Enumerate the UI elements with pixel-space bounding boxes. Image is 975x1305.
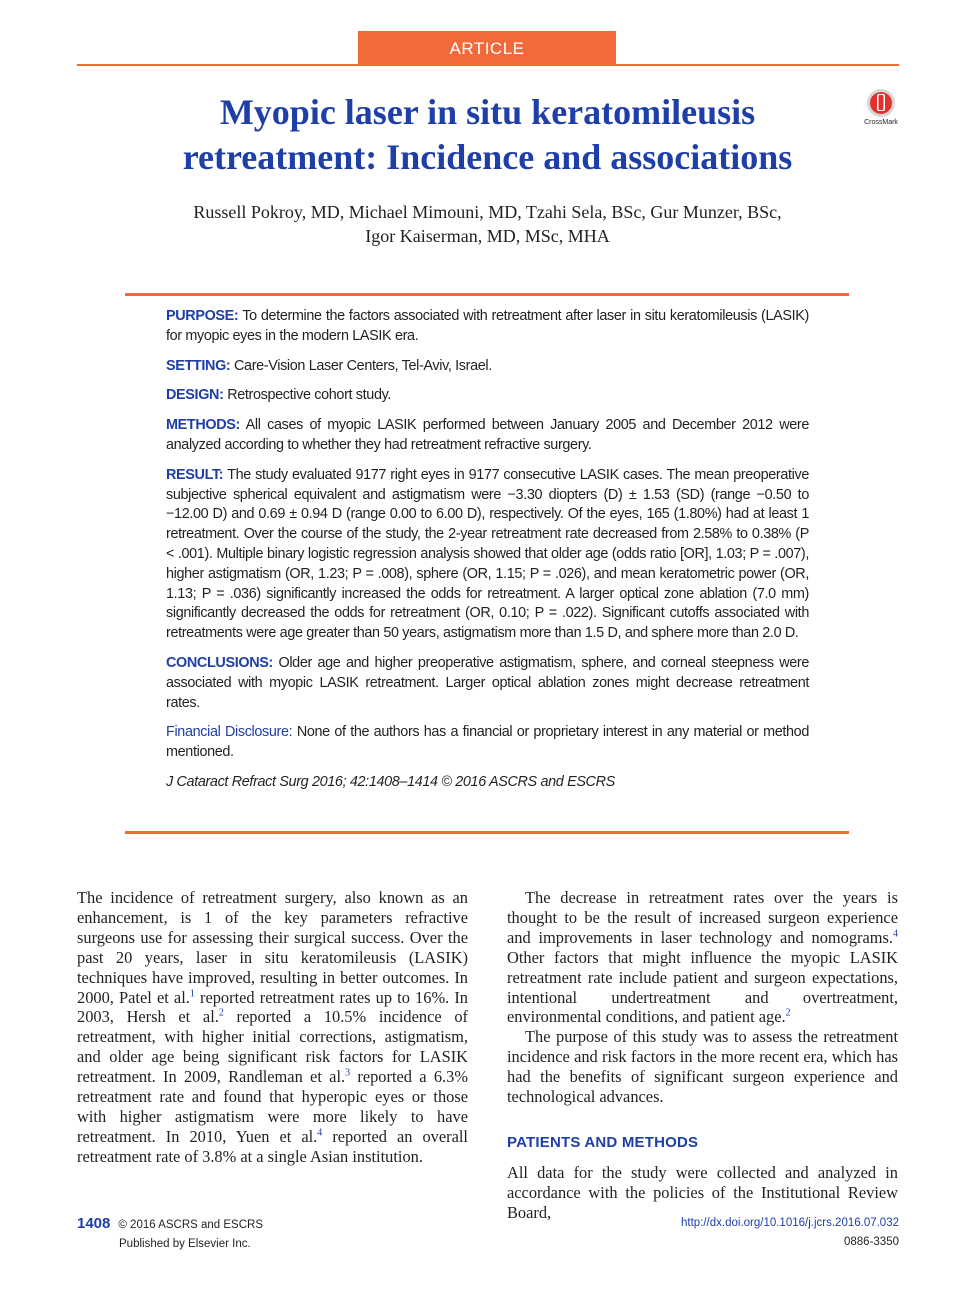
issn: 0886-3350 [844, 1236, 899, 1248]
methods-text: All cases of myopic LASIK performed between January 2005 and December 2012 were analyzed according to whether they had retreatment refractive surgery. [166, 417, 809, 453]
abstract-disclosure [166, 723, 809, 763]
author-list [120, 200, 855, 248]
intro-text-e: reported an overall retreatment rate of 3.8% at a single Asian institution. [77, 1126, 468, 1166]
reference-link[interactable]: 4 [893, 928, 898, 940]
article-type-tab: ARTICLE [358, 31, 616, 65]
footer-left [77, 1214, 263, 1254]
reference-link[interactable]: 3 [345, 1067, 351, 1079]
doi-link[interactable]: http://dx.doi.org/10.1016/j.jcrs.2016.07.032 [680, 1217, 899, 1229]
section-heading: PATIENTS AND METHODS [507, 1133, 699, 1151]
crossmark-label: CrossMark [864, 119, 898, 126]
purpose-label: PURPOSE: [166, 308, 239, 324]
body-paragraph: All data for the study were collected and analyzed in accordance with the policies of the Institutional Review Board, [507, 1162, 898, 1222]
methods-label: METHODS: [166, 417, 240, 434]
reference-link[interactable]: 4 [317, 1127, 323, 1139]
body-text: Other factors that might influence the myopic LASIK retreatment rate include patient and surgeon expectations, intentional undertreatment and overtreatment, environmental conditions, and patient age. [507, 947, 898, 1027]
header-rule [77, 64, 899, 66]
reference-link[interactable]: 1 [189, 988, 195, 1000]
conclusions-text: Older age and higher preoperative astigmatism, sphere, and corneal steepness were associated with myopic LASIK retreatment. Larger optical ablation zones might decrease retreatment rates. [166, 654, 809, 711]
title-line-2: retreatment: Incidence and associations [182, 137, 793, 177]
authors-line-1: Russell Pokroy, MD, Michael Mimouni, MD, Tzahi Sela, BSc, Gur Munzer, BSc, [193, 202, 782, 222]
intro-text-a: The incidence of retreatment surgery, also known as an enhancement, is 1 of the key parameters refractive surgeons use for assessing their surgical success. Over the past 20 years, laser in situ keratomileusis (LASIK) techniques have improved, resulting in better outcomes. In 2000, Patel et al. [77, 888, 468, 1007]
disclosure-text: None of the authors has a financial or proprietary interest in any material or method mentioned. [166, 724, 809, 761]
journal-citation: J Cataract Refract Surg 2016; 42:1408–1414 © 2016 ASCRS and ESCRS [166, 773, 615, 790]
body-paragraph: The purpose of this study was to assess the retreatment incidence and risk factors in the more recent era, which has had the benefits of significant surgeon experience and technological advances. [507, 1027, 898, 1107]
conclusions-label: CONCLUSIONS: [166, 654, 273, 671]
setting-text: Care-Vision Laser Centers, Tel-Aviv, Israel. [234, 357, 492, 374]
purpose-text: To determine the factors associated with retreatment after laser in situ keratomileusis (LASIK) for myopic eyes in the modern LASIK era. [166, 308, 809, 344]
title-line-1: Myopic laser in situ keratomileusis [219, 92, 756, 132]
abstract-bottom-rule [125, 831, 849, 834]
abstract-setting [166, 357, 809, 377]
reference-link[interactable]: 2 [785, 1007, 791, 1019]
design-text: Retrospective cohort study. [227, 387, 392, 404]
abstract-result [166, 466, 809, 644]
body-paragraph [507, 888, 898, 1027]
abstract-conclusions [166, 654, 809, 713]
design-label: DESIGN: [166, 387, 224, 404]
footer-publisher: Published by Elsevier Inc. [119, 1238, 251, 1250]
body-column-left [77, 888, 468, 1167]
intro-text-b: reported retreatment rates up to 16%. In 2003, Hersh et al. [77, 987, 468, 1027]
intro-text-d: reported a 6.3% retreatment rate and found that hyperopic eyes or those with higher astigmatism were more likely to have retreatment. In 2010, Yuen et al. [77, 1067, 468, 1146]
body-column-right [507, 888, 898, 1223]
abstract-purpose [166, 307, 809, 347]
intro-text-c: reported a 10.5% incidence of retreatment, with higher initial corrections, astigmatism, and older age being significant risk factors for LASIK retreatment. In 2009, Randleman et al. [77, 1007, 468, 1087]
footer-right [681, 1214, 899, 1252]
intro-paragraph [77, 888, 468, 1167]
abstract-methods [166, 416, 809, 456]
footer-copyright: © 2016 ASCRS and ESCRS [118, 1219, 264, 1231]
abstract [166, 307, 809, 803]
page-number: 1408 [77, 1215, 111, 1232]
abstract-design [166, 386, 809, 406]
body-text: The decrease in retreatment rates over the years is thought to be the result of increased surgeon experience and improvements in laser technology and nomograms. [507, 888, 898, 947]
authors-line-2: Igor Kaiserman, MD, MSc, MHA [365, 226, 610, 246]
result-label: RESULT: [166, 466, 224, 483]
result-text: The study evaluated 9177 right eyes in 9177 consecutive LASIK cases. The mean preoperative subjective spherical equivalent and astigmatism were −3.30 diopters (D) ± 1.53 (SD) (range −0.50 to −12.00 D) and 0.69 ± 0.94 D (range 0.00 to 6.00 D), respectively. Of the eyes, 165 (1.80%) had at least 1 retreatment. Over the course of the study, the 2-year retreatment rate decreased from 2.58% to 0.38% (P < .001). Multiple binary logistic regression analysis showed that older age (odds ratio [OR], 1.03; P = .007), higher astigmatism (OR, 1.23; P = .008), sphere (OR, 1.15; P = .026), and mean keratometric power (OR, 1.13; P = .036) significantly increased the odds for retreatment. A larger optical zone ablation (7.0 mm) significantly decreased the odds for retreatment (OR, 0.10; P = .022). Significant cutoffs associated with retreatments were age greater than 50 years, astigmatism more than 1.5 D, and sphere more than 2.0 D. [166, 466, 809, 642]
article-title [120, 90, 855, 180]
reference-link[interactable]: 2 [218, 1007, 224, 1019]
disclosure-label: Financial Disclosure: [166, 724, 293, 741]
abstract-top-rule [125, 293, 849, 296]
setting-label: SETTING: [166, 357, 231, 374]
